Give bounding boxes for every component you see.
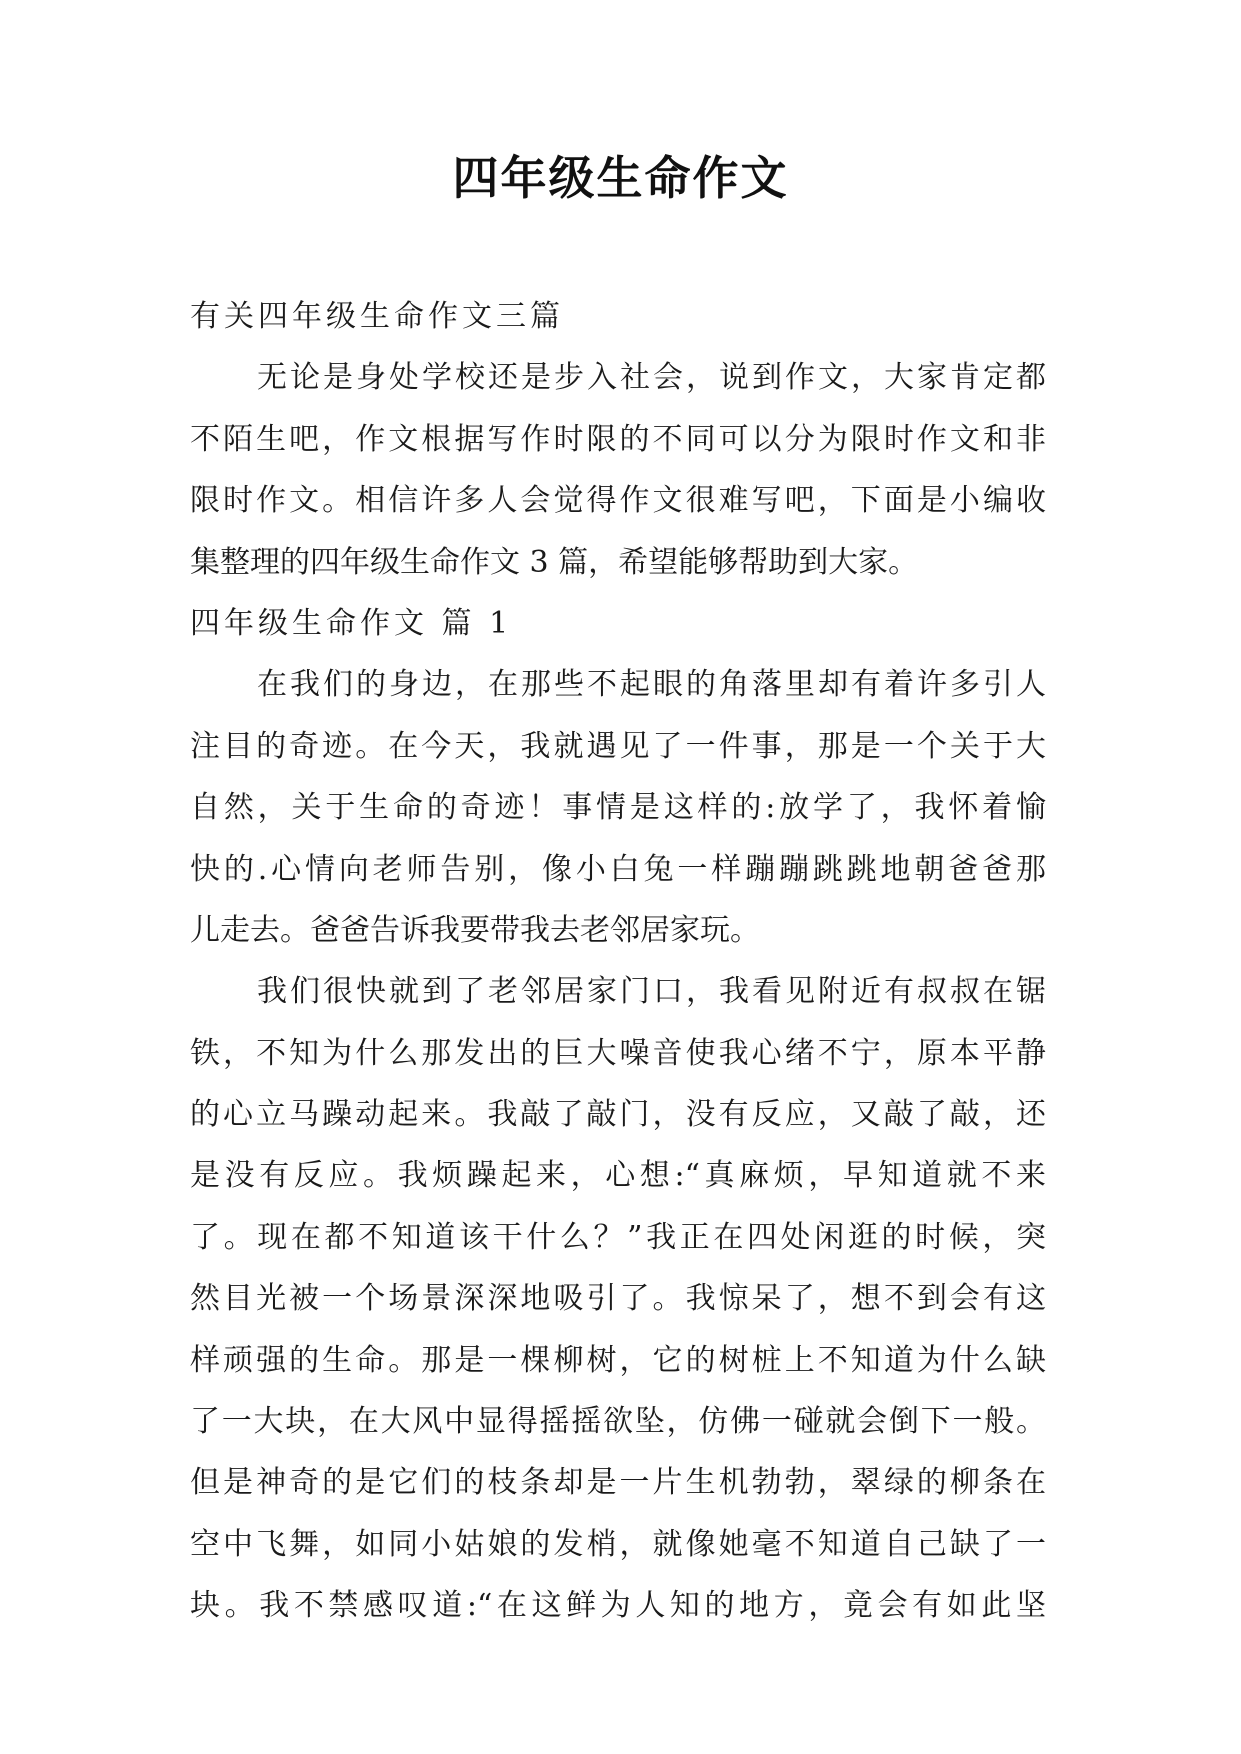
intro-paragraph [190,347,1046,593]
paragraph-line: 儿走去。爸爸告诉我要带我去老邻居家玩。 [190,912,760,948]
paragraph-line: 铁，不知为什么那发出的巨大噪音使我心绪不宁，原本平静 [190,1035,1046,1071]
paragraph-line: 集整理的四年级生命作文 3 篇，希望能够帮助到大家。 [190,544,919,580]
paragraph-line: 但是神奇的是它们的枝条却是一片生机勃勃，翠绿的柳条在 [190,1465,1046,1501]
paragraph-line: 的心立马躁动起来。我敲了敲门，没有反应，又敲了敲，还 [190,1097,1046,1133]
paragraph-line: 样顽强的生命。那是一棵柳树，它的树桩上不知道为什么缺 [190,1342,1046,1378]
paragraph-text: 我们很快就到了老邻居家门口，我看见附近有叔叔在锯 [254,974,1046,1010]
paragraph-line: 然目光被一个场景深深地吸引了。我惊呆了，想不到会有这 [190,1281,1046,1317]
paragraph-line: 快的.心情向老师告别，像小白兔一样蹦蹦跳跳地朝爸爸那 [190,851,1046,887]
paragraph-line: 限时作文。相信许多人会觉得作文很难写吧，下面是小编收 [190,483,1046,519]
document-body [190,286,1046,1637]
paragraph-2 [190,961,1046,1636]
page-title: 四年级生命作文 [452,151,789,205]
paragraph-line: 块。我不禁感叹道:“在这鲜为人知的地方，竟会有如此坚 [190,1588,1046,1624]
paragraph-line [190,961,1046,1022]
paragraph-line: 自然，关于生命的奇迹！事情是这样的:放学了，我怀着愉 [190,790,1046,826]
paragraph-line: 注目的奇迹。在今天，我就遇见了一件事，那是一个关于大 [190,728,1046,764]
paragraph-text: 在我们的身边，在那些不起眼的角落里却有着许多引人 [254,667,1046,703]
paragraph-text: 无论是身处学校还是步入社会，说到作文，大家肯定都 [254,360,1046,396]
paragraph-line: 了一大块，在大风中显得摇摇欲坠，仿佛一碰就会倒下一般。 [190,1404,1046,1440]
paragraph-line [190,347,1046,408]
paragraph-line: 空中飞舞，如同小姑娘的发梢，就像她毫不知道自己缺了一 [190,1526,1046,1562]
paragraph-line: 是没有反应。我烦躁起来，心想:“真麻烦，早知道就不来 [190,1158,1046,1194]
paragraph-line: 了。现在都不知道该干什么？”我正在四处闲逛的时候，突 [190,1219,1046,1255]
paragraph-line: 不陌生吧，作文根据写作时限的不同可以分为限时作文和非 [190,421,1046,457]
paragraph-line [190,654,1046,715]
paragraph-1 [190,654,1046,961]
section-heading: 四年级生命作文 篇 1 [190,605,513,641]
subtitle: 有关四年级生命作文三篇 [190,299,564,334]
